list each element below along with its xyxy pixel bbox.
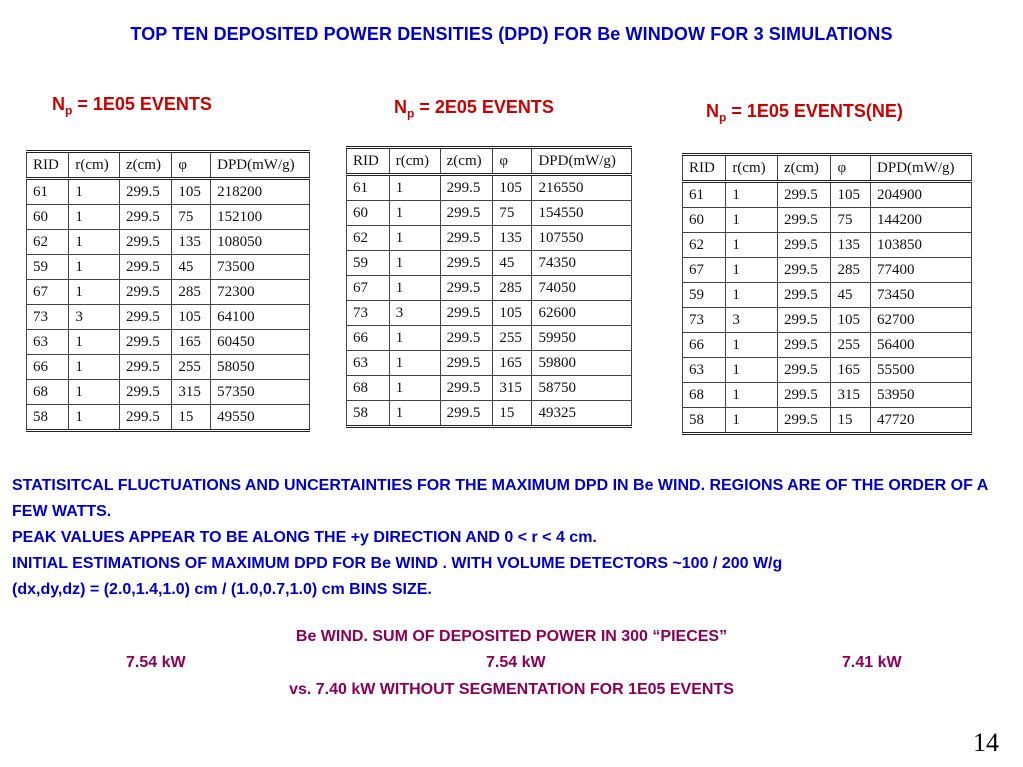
table-cell: 1 — [726, 408, 778, 434]
table-cell: 77400 — [871, 258, 972, 283]
table-header-row — [27, 152, 310, 179]
table-row — [27, 330, 310, 355]
description-line-1: STATISITCAL FLUCTUATIONS AND UNCERTAINTIES FOR THE MAXIMUM DPD IN Be WIND. REGIONS ARE OF THE ORDER OF A FEW WATTS. — [12, 477, 988, 520]
table-cell: 67 — [27, 280, 69, 305]
table-cell: 53950 — [871, 383, 972, 408]
table-cell: 1 — [389, 201, 440, 226]
slide-title: TOP TEN DEPOSITED POWER DENSITIES (DPD) FOR Be WINDOW FOR 3 SIMULATIONS — [130, 24, 893, 44]
table-cell: 60 — [683, 208, 726, 233]
table-cell: 59800 — [532, 351, 632, 376]
table-row — [27, 205, 310, 230]
table-cell: 73500 — [211, 255, 310, 280]
table-cell: 299.5 — [119, 380, 171, 405]
table-cell: 56400 — [871, 333, 972, 358]
table-cell: 1 — [69, 380, 120, 405]
table-cell: 299.5 — [777, 333, 831, 358]
table-cell: 152100 — [211, 205, 310, 230]
page-number: 14 — [973, 728, 999, 757]
table-cell: 55500 — [871, 358, 972, 383]
table-row — [347, 251, 632, 276]
table-cell: 299.5 — [119, 205, 171, 230]
table-cell: 67 — [347, 276, 390, 301]
column-header: φ — [172, 152, 211, 179]
table-cell: 1 — [726, 182, 778, 208]
table-cell: 315 — [493, 376, 532, 401]
table-cell: 63 — [347, 351, 390, 376]
table-cell: 299.5 — [440, 351, 493, 376]
table-cell: 59 — [683, 283, 726, 308]
table-cell: 1 — [389, 401, 440, 427]
table-cell: 1 — [69, 330, 120, 355]
table-cell: 299.5 — [119, 255, 171, 280]
column-header: DPD(mW/g) — [871, 155, 972, 182]
table-cell: 60450 — [211, 330, 310, 355]
table-row — [347, 276, 632, 301]
table-cell: 1 — [726, 208, 778, 233]
column-header: r(cm) — [69, 152, 120, 179]
table-cell: 15 — [493, 401, 532, 427]
table-cell: 60 — [347, 201, 390, 226]
table-cell: 74350 — [532, 251, 632, 276]
table-cell: 135 — [172, 230, 211, 255]
table-cell: 1 — [726, 358, 778, 383]
column-header: RID — [27, 152, 69, 179]
column-header: DPD(mW/g) — [211, 152, 310, 179]
table-cell: 1 — [726, 233, 778, 258]
table-cell: 135 — [493, 226, 532, 251]
table-row — [27, 380, 310, 405]
table-cell: 105 — [172, 179, 211, 205]
table-cell: 299.5 — [119, 305, 171, 330]
table-cell: 1 — [69, 230, 120, 255]
table-cell: 1 — [69, 280, 120, 305]
table-cell: 47720 — [871, 408, 972, 434]
sim1-label: $N_p = 1E05$ EVENTS — [52, 94, 212, 118]
table-cell: 299.5 — [440, 376, 493, 401]
table-row — [347, 175, 632, 201]
table-cell: 60 — [27, 205, 69, 230]
table-cell: 299.5 — [440, 401, 493, 427]
table-cell: 64100 — [211, 305, 310, 330]
table-cell: 45 — [493, 251, 532, 276]
table-cell: 299.5 — [440, 226, 493, 251]
table-cell: 1 — [389, 326, 440, 351]
table-cell: 107550 — [532, 226, 632, 251]
table-cell: 315 — [831, 383, 871, 408]
table-row — [347, 326, 632, 351]
summary-value-3: 7.41 kW — [842, 654, 902, 671]
table-row — [27, 230, 310, 255]
table-cell: 255 — [831, 333, 871, 358]
table-cell: 63 — [27, 330, 69, 355]
table-cell: 103850 — [871, 233, 972, 258]
table-cell: 299.5 — [777, 308, 831, 333]
table-cell: 1 — [389, 226, 440, 251]
description-line-2: PEAK VALUES APPEAR TO BE ALONG THE +y DIRECTION AND 0 < r < 4 cm. — [12, 529, 597, 546]
table-row — [683, 383, 972, 408]
table-row — [27, 405, 310, 431]
table-cell: 216550 — [532, 175, 632, 201]
table-row — [683, 233, 972, 258]
table-row — [27, 305, 310, 330]
table-cell: 3 — [389, 301, 440, 326]
dpd-table-2e05 — [346, 146, 632, 428]
table-row — [683, 308, 972, 333]
table-cell: 299.5 — [777, 408, 831, 434]
table-cell: 1 — [726, 333, 778, 358]
table-cell: 299.5 — [440, 326, 493, 351]
table-cell: 68 — [27, 380, 69, 405]
column-header: DPD(mW/g) — [532, 148, 632, 175]
table-cell: 1 — [726, 383, 778, 408]
table-cell: 299.5 — [440, 276, 493, 301]
table-row — [683, 283, 972, 308]
table-cell: 61 — [347, 175, 390, 201]
table-row — [347, 226, 632, 251]
summary-value-1: 7.54 kW — [126, 654, 186, 671]
table-row — [347, 401, 632, 427]
table-row — [347, 201, 632, 226]
table-cell: 57350 — [211, 380, 310, 405]
sim2-label: $N_p = 2E05$ EVENTS — [394, 97, 554, 121]
table-cell: 315 — [172, 380, 211, 405]
table-row — [683, 258, 972, 283]
table-cell: 108050 — [211, 230, 310, 255]
column-header: z(cm) — [119, 152, 171, 179]
table-cell: 58050 — [211, 355, 310, 380]
table-cell: 1 — [69, 355, 120, 380]
table-cell: 58750 — [532, 376, 632, 401]
table-cell: 61 — [683, 182, 726, 208]
table-cell: 3 — [69, 305, 120, 330]
table-cell: 68 — [683, 383, 726, 408]
table-cell: 15 — [831, 408, 871, 434]
table-cell: 204900 — [871, 182, 972, 208]
table-cell: 1 — [726, 283, 778, 308]
table-cell: 299.5 — [777, 258, 831, 283]
table-cell: 299.5 — [119, 330, 171, 355]
column-header: z(cm) — [777, 155, 831, 182]
table-cell: 73 — [683, 308, 726, 333]
table-cell: 299.5 — [440, 175, 493, 201]
column-header: r(cm) — [726, 155, 778, 182]
table-cell: 66 — [27, 355, 69, 380]
table-cell: 66 — [683, 333, 726, 358]
table-cell: 299.5 — [119, 280, 171, 305]
table-cell: 299.5 — [119, 179, 171, 205]
table-cell: 299.5 — [777, 182, 831, 208]
table-cell: 299.5 — [440, 251, 493, 276]
sim3-label: $N_p = 1E05$ EVENTS(NE) — [706, 101, 903, 125]
table-cell: 67 — [683, 258, 726, 283]
table-cell: 299.5 — [119, 230, 171, 255]
table-cell: 49550 — [211, 405, 310, 431]
table-row — [347, 376, 632, 401]
description-block — [12, 473, 1017, 603]
table-cell: 165 — [493, 351, 532, 376]
table-row — [347, 351, 632, 376]
column-header: φ — [493, 148, 532, 175]
table-cell: 285 — [831, 258, 871, 283]
table-cell: 299.5 — [777, 208, 831, 233]
table-cell: 154550 — [532, 201, 632, 226]
table-row — [347, 301, 632, 326]
table-cell: 62 — [683, 233, 726, 258]
dpd-table-1e05 — [26, 150, 310, 432]
table-cell: 255 — [493, 326, 532, 351]
table-cell: 105 — [493, 301, 532, 326]
table-cell: 72300 — [211, 280, 310, 305]
table-cell: 61 — [27, 179, 69, 205]
table-row — [683, 333, 972, 358]
table-cell: 105 — [831, 182, 871, 208]
table-header-row — [347, 148, 632, 175]
column-header: φ — [831, 155, 871, 182]
table-cell: 66 — [347, 326, 390, 351]
table-cell: 255 — [172, 355, 211, 380]
table-cell: 1 — [726, 258, 778, 283]
table-cell: 58 — [683, 408, 726, 434]
table-cell: 1 — [69, 255, 120, 280]
table-cell: 15 — [172, 405, 211, 431]
column-header: RID — [683, 155, 726, 182]
column-header: RID — [347, 148, 390, 175]
table-cell: 218200 — [211, 179, 310, 205]
table-cell: 59 — [347, 251, 390, 276]
table-cell: 45 — [172, 255, 211, 280]
table-cell: 62700 — [871, 308, 972, 333]
table-row — [27, 355, 310, 380]
table-cell: 105 — [493, 175, 532, 201]
table-row — [27, 179, 310, 205]
summary-comparison: vs. 7.40 kW WITHOUT SEGMENTATION FOR 1E05 EVENTS — [289, 681, 734, 698]
table-cell: 165 — [831, 358, 871, 383]
table-cell: 45 — [831, 283, 871, 308]
table-cell: 1 — [389, 351, 440, 376]
table-cell: 299.5 — [440, 201, 493, 226]
table-cell: 105 — [172, 305, 211, 330]
summary-heading: Be WIND. SUM OF DEPOSITED POWER IN 300 “PIECES” — [295, 628, 728, 645]
table-cell: 62 — [347, 226, 390, 251]
column-header: z(cm) — [440, 148, 493, 175]
table-cell: 299.5 — [777, 233, 831, 258]
table-cell: 135 — [831, 233, 871, 258]
table-cell: 1 — [389, 175, 440, 201]
table-cell: 62 — [27, 230, 69, 255]
table-row — [683, 358, 972, 383]
table-cell: 1 — [389, 376, 440, 401]
summary-value-2: 7.54 kW — [486, 654, 546, 671]
table-cell: 75 — [172, 205, 211, 230]
table-cell: 73450 — [871, 283, 972, 308]
table-cell: 1 — [389, 251, 440, 276]
table-cell: 299.5 — [440, 301, 493, 326]
table-cell: 144200 — [871, 208, 972, 233]
table-cell: 1 — [69, 179, 120, 205]
table-cell: 1 — [69, 405, 120, 431]
table-cell: 58 — [27, 405, 69, 431]
table-cell: 1 — [389, 276, 440, 301]
table-cell: 299.5 — [119, 405, 171, 431]
table-cell: 62600 — [532, 301, 632, 326]
table-cell: 299.5 — [777, 383, 831, 408]
table-row — [683, 208, 972, 233]
table-cell: 3 — [726, 308, 778, 333]
table-cell: 74050 — [532, 276, 632, 301]
table-cell: 1 — [69, 205, 120, 230]
description-line-3: INITIAL ESTIMATIONS OF MAXIMUM DPD FOR Be WIND . WITH VOLUME DETECTORS ~100 / 200 W/g — [12, 555, 783, 572]
table-cell: 299.5 — [119, 355, 171, 380]
table-cell: 68 — [347, 376, 390, 401]
table-cell: 299.5 — [777, 283, 831, 308]
table-cell: 299.5 — [777, 358, 831, 383]
table-cell: 75 — [493, 201, 532, 226]
table-header-row — [683, 155, 972, 182]
table-cell: 75 — [831, 208, 871, 233]
table-cell: 73 — [347, 301, 390, 326]
table-row — [27, 255, 310, 280]
description-line-4: (dx,dy,dz) = (2.0,1.4,1.0) cm / (1.0,0.7,1.0) cm BINS SIZE. — [12, 581, 432, 598]
table-row — [683, 408, 972, 434]
table-row — [27, 280, 310, 305]
table-cell: 285 — [493, 276, 532, 301]
column-header: r(cm) — [389, 148, 440, 175]
table-cell: 73 — [27, 305, 69, 330]
table-cell: 165 — [172, 330, 211, 355]
table-cell: 58 — [347, 401, 390, 427]
table-cell: 59950 — [532, 326, 632, 351]
dpd-table-1e05-ne — [682, 153, 972, 435]
table-cell: 59 — [27, 255, 69, 280]
table-cell: 285 — [172, 280, 211, 305]
table-row — [683, 182, 972, 208]
table-cell: 105 — [831, 308, 871, 333]
table-cell: 49325 — [532, 401, 632, 427]
table-cell: 63 — [683, 358, 726, 383]
